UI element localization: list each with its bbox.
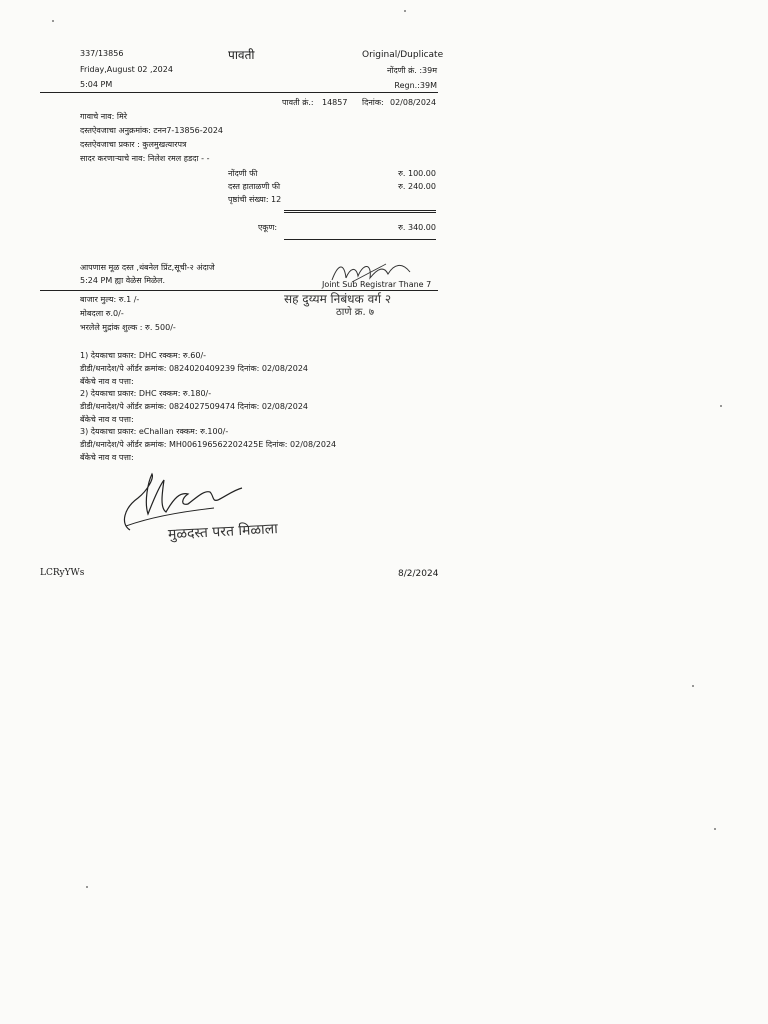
scan-speck <box>720 405 722 407</box>
office-title: Joint Sub Registrar Thane 7 <box>322 280 432 289</box>
document-title: पावती <box>228 48 255 62</box>
total-bottom-rule <box>284 239 436 240</box>
payment-bank: बँकेचे नाव व पत्ता: <box>80 415 134 424</box>
delivery-note-line2: 5:24 PM ह्या वेळेस मिळेल. <box>80 276 166 285</box>
payment-type: 2) देयकाचा प्रकार: DHC रक्कम: रु.180/- <box>80 389 212 398</box>
receipt-date-label: दिनांक: <box>362 98 384 107</box>
page-count: पृष्ठांची संख्या: 12 <box>228 195 282 204</box>
document-type: दस्तऐवजाचा प्रकार : कुलमुखत्यारपत्र <box>80 140 187 149</box>
total-top-rule <box>284 210 436 211</box>
fee-amount: रु. 100.00 <box>398 169 436 178</box>
payment-bank: बँकेचे नाव व पत्ता: <box>80 453 134 462</box>
payment-type: 3) देयकाचा प्रकार: eChallan रक्कम: रु.100/- <box>80 427 229 436</box>
stamp-duty: भरलेले मुद्रांक शुल्क : रु. 500/- <box>80 323 176 332</box>
consideration: मोबदला रु.0/- <box>80 309 124 318</box>
presenter-name: सादर करणाऱ्याचे नाव: निलेश रमल हडदा - - <box>80 154 210 163</box>
registration-number-marathi: नोंदणी क्रं. :39म <box>386 66 437 75</box>
delivery-note-line1: आपणास मूळ दस्त ,थंबनेल प्रिंट,सूची-२ अंदाजे <box>80 263 215 272</box>
reference-number: 337/13856 <box>80 49 124 58</box>
header-divider <box>40 92 438 93</box>
receipt-number: 14857 <box>322 98 348 107</box>
market-value: बाजार मुल्य: रु.1 /- <box>80 295 140 304</box>
handwritten-note: मुळदस्त परत मिळाला <box>167 521 279 543</box>
registration-number: Regn.:39M <box>394 81 437 90</box>
fee-label: नोंदणी फी <box>228 169 258 178</box>
total-label: एकूण: <box>258 223 278 232</box>
stamp-line-1: सह दुय्यम निबंधक वर्ग २ <box>284 292 392 306</box>
payment-order: डीडी/धनादेश/पे ऑर्डर क्रमांक: 0824020409239 दिनांक: 02/08/2024 <box>80 364 308 373</box>
receipt-number-label: पावती क्रं.: <box>282 98 314 107</box>
section-divider <box>40 290 438 291</box>
payment-order: डीडी/धनादेश/पे ऑर्डर क्रमांक: MH006196562202425E दिनांक: 02/08/2024 <box>80 440 337 449</box>
payment-bank: बँकेचे नाव व पत्ता: <box>80 377 134 386</box>
fee-amount: रु. 240.00 <box>398 182 436 191</box>
scan-speck <box>692 685 694 687</box>
payment-order: डीडी/धनादेश/पे ऑर्डर क्रमांक: 0824027509474 दिनांक: 02/08/2024 <box>80 402 308 411</box>
fee-label: दस्त हाताळणी फी <box>228 182 281 191</box>
total-top-rule-2 <box>284 212 436 213</box>
document-serial: दस्तऐवजाचा अनुक्रमांक: टनन7-13856-2024 <box>80 126 224 135</box>
copy-type: Original/Duplicate <box>362 50 444 60</box>
scan-speck <box>52 20 54 22</box>
payment-type: 1) देयकाचा प्रकार: DHC रक्कम: रु.60/- <box>80 351 207 360</box>
footer-date: 8/2/2024 <box>398 569 439 579</box>
time-line: 5:04 PM <box>80 80 113 89</box>
date-line: Friday,August 02 ,2024 <box>80 65 173 74</box>
scan-speck <box>86 886 88 888</box>
receipt-date: 02/08/2024 <box>390 98 437 107</box>
total-amount: रु. 340.00 <box>398 223 436 232</box>
scan-speck <box>404 10 406 12</box>
village-name: गावाचे नाव: मिरे <box>80 112 128 121</box>
stamp-line-2: ठाणे क्र. ७ <box>336 307 375 318</box>
footer-code: LCRyYWs <box>40 568 85 578</box>
scan-speck <box>714 828 716 830</box>
